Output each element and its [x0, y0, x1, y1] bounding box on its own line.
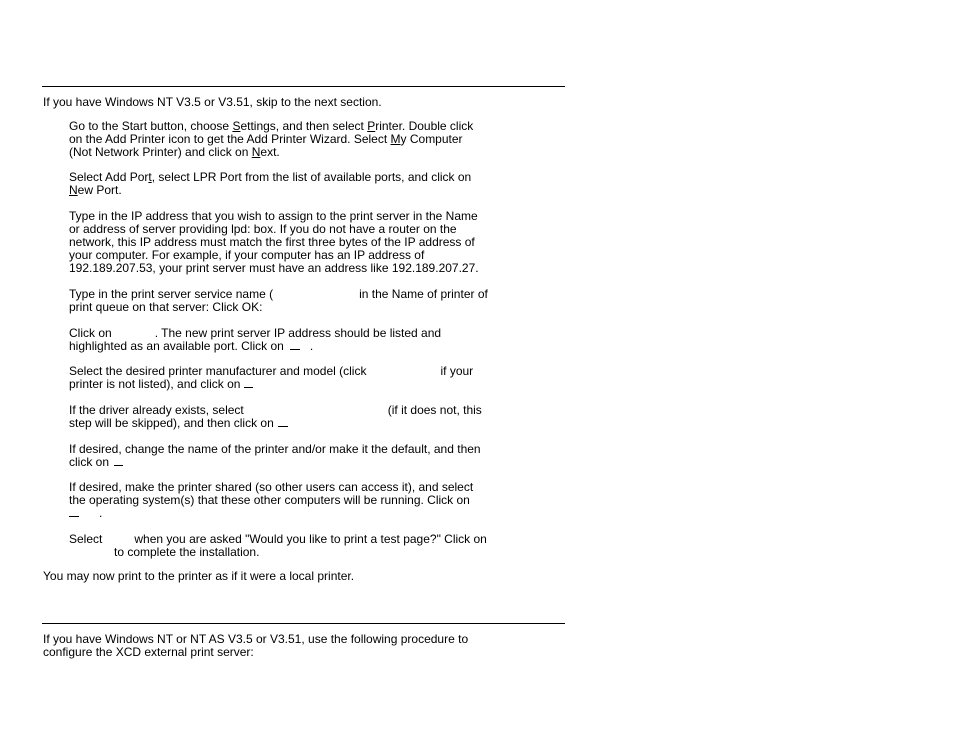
- step-10-line-1: Select when you are asked "Would you like to print a test page?" Click on: [69, 532, 487, 546]
- step-9-line-3: .: [69, 506, 102, 520]
- step-3-line-4: your computer. For example, if your computer has an IP address of: [69, 248, 425, 262]
- step-3-line-3: network, this IP address must match the first three bytes of the IP address of: [69, 235, 475, 249]
- step-4-paragraph: [69, 288, 488, 314]
- step-1-line-1: Go to the Start button, choose Settings, and then select Printer. Double click: [69, 119, 474, 133]
- section-divider-bottom: [42, 623, 565, 624]
- step-10-line-2: to complete the installation.: [114, 545, 260, 559]
- step-8-line-1: If desired, change the name of the printer and/or make it the default, and then: [69, 442, 481, 456]
- step-6-line-2: printer is not listed), and click on: [69, 377, 254, 391]
- step-3-line-2: or address of server providing lpd: box. If you do not have a router on the: [69, 222, 457, 236]
- step-6-paragraph: [69, 365, 473, 391]
- closing-paragraph: [43, 570, 354, 583]
- step-5-line-2: highlighted as an available port. Click on .: [69, 339, 314, 353]
- step-10-paragraph: [69, 533, 487, 559]
- step-6-line-1: Select the desired printer manufacturer and model (click if your: [69, 364, 474, 378]
- step-3-paragraph: [69, 210, 479, 275]
- closing-text: You may now print to the printer as if it were a local printer.: [43, 569, 355, 583]
- step-2-line-2: New Port.: [69, 183, 122, 197]
- step-9-line-2: the operating system(s) that these other computers will be running. Click on: [69, 493, 470, 507]
- next-section-line-2: configure the XCD external print server:: [43, 645, 254, 659]
- step-7-paragraph: [69, 404, 482, 430]
- step-4-line-1: Type in the print server service name ( in the Name of printer of: [69, 287, 488, 301]
- step-9-paragraph: [69, 481, 473, 520]
- step-8-paragraph: [69, 443, 481, 469]
- step-9-line-1: If desired, make the printer shared (so other users can access it), and select: [69, 480, 474, 494]
- step-2-line-1: Select Add Port, select LPR Port from the list of available ports, and click on: [69, 170, 472, 184]
- step-2-paragraph: [69, 171, 471, 197]
- step-7-line-2: step will be skipped), and then click on: [69, 416, 290, 430]
- step-7-line-1: If the driver already exists, select (if it does not, this: [69, 403, 482, 417]
- next-section-line-1: If you have Windows NT or NT AS V3.5 or V3.51, use the following procedure to: [43, 632, 469, 646]
- step-1-line-3: (Not Network Printer) and click on Next.: [69, 145, 280, 159]
- step-1-line-2: on the Add Printer icon to get the Add Printer Wizard. Select My Computer: [69, 132, 463, 146]
- step-1-paragraph: [69, 120, 473, 159]
- step-3-line-1: Type in the IP address that you wish to assign to the print server in the Name: [69, 209, 478, 223]
- step-5-line-1: Click on . The new print server IP address should be listed and: [69, 326, 442, 340]
- intro-text: If you have Windows NT V3.5 or V3.51, skip to the next section.: [43, 95, 382, 109]
- step-5-paragraph: [69, 327, 441, 353]
- step-8-line-2: click on: [69, 455, 125, 469]
- step-4-line-2: print queue on that server: Click OK:: [69, 300, 263, 314]
- next-section-paragraph: [43, 633, 468, 659]
- section-divider-top: [42, 86, 565, 87]
- step-3-line-5: 192.189.207.53, your print server must have an address like 192.189.207.27.: [69, 261, 479, 275]
- intro-paragraph: [43, 96, 382, 109]
